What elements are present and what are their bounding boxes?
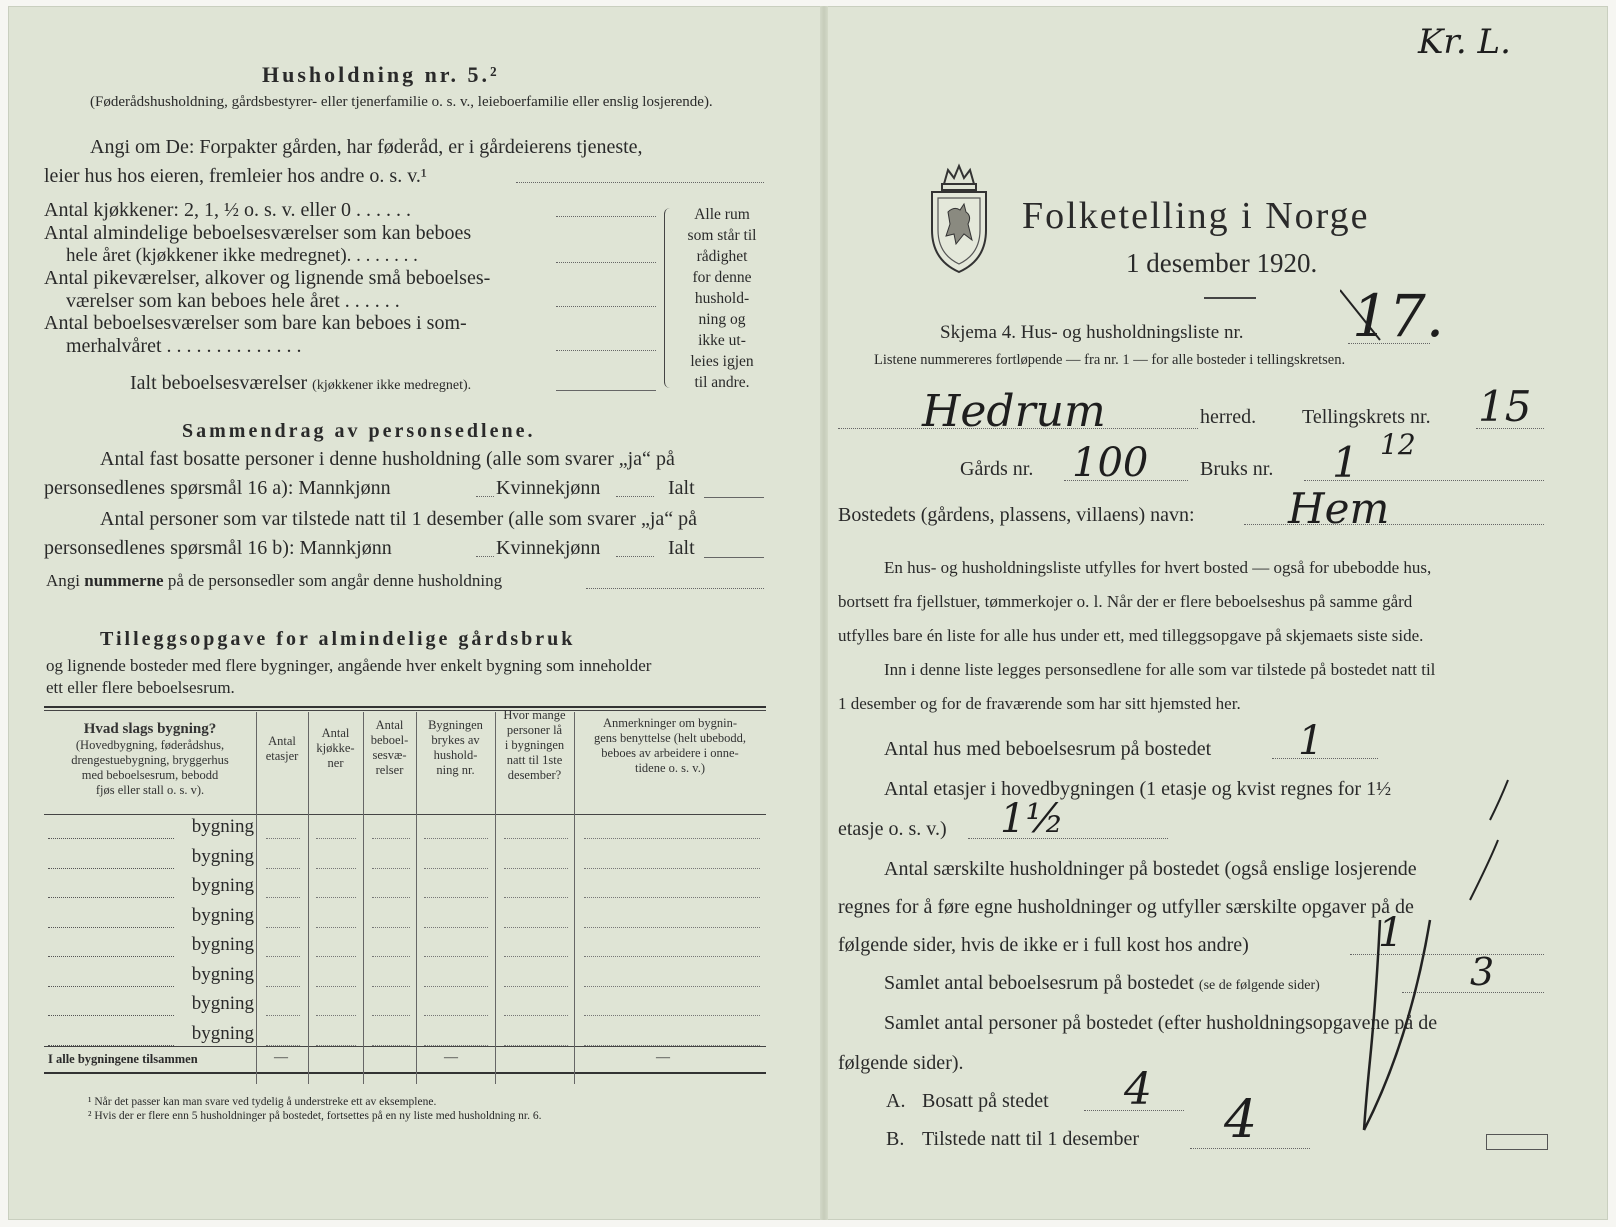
q-etasjer-value: 1½ (1000, 796, 1065, 842)
row-cell-line (316, 1015, 356, 1016)
rooms-line-5: Antal beboelsesværelser som bare kan beboes i som- (44, 312, 467, 334)
summary-2a: Antal personer som var tilstede natt til 1 desember (alle som svarer „ja“ på (100, 508, 698, 530)
col-building-header (44, 720, 256, 798)
row-cell-line (316, 986, 356, 987)
building-table (44, 706, 766, 1096)
b-text: Tilstede natt til 1 desember (922, 1128, 1140, 1150)
col-etasjer-line-0: Antal (268, 734, 296, 748)
total-dash-husholdning: — (444, 1050, 458, 1065)
row-cell-line (372, 986, 410, 987)
row-building-label: bygning (191, 904, 254, 926)
summary-1-ialt: Ialt (668, 477, 695, 499)
col-beboelse-line-0: Antal (375, 718, 404, 732)
row-cell-line (584, 868, 760, 869)
table-row (44, 875, 254, 903)
gards-label: Gårds nr. (960, 458, 1034, 480)
household-title: Husholdning nr. 5.² (262, 62, 500, 87)
total-rooms-label-b: (kjøkkener ikke medregnet). (312, 378, 472, 393)
row-cell-line (504, 838, 568, 839)
summary-2-mann-line (476, 556, 494, 557)
col-kjokkener-header (308, 726, 363, 771)
row-building-label: bygning (191, 816, 254, 837)
col-kjokkener-line-0: Antal (321, 726, 350, 740)
row-cell-line (584, 956, 760, 957)
rooms-line-3: Antal pikeværelser, alkover og lignende små beboelses- (44, 267, 491, 289)
row-cell-line (424, 868, 488, 869)
row-cell-line (504, 1015, 568, 1016)
q-hush-value: 1 (1378, 910, 1404, 956)
row-building-line (48, 838, 174, 839)
col-husholdning-line-0: Bygningen (428, 718, 483, 732)
row-building-label: bygning (191, 1022, 254, 1044)
col-building-sub (44, 738, 256, 798)
col-personer-line-3: natt til 1ste (506, 753, 563, 767)
instr-1: bortsett fra fjellstuer, tømmerkojer o. l. Når der er flere beboelseshus på samme gård (838, 592, 1413, 611)
row-cell-line (316, 956, 356, 957)
row-cell-line (504, 1045, 568, 1046)
krets-value: 15 (1478, 382, 1532, 431)
total-rooms-label-a: Ialt beboelsesværelser (130, 372, 308, 394)
q-rum-text: Samlet antal beboelsesrum på bostedet (884, 972, 1194, 994)
q-rum (884, 972, 1320, 995)
row-cell-line (504, 986, 568, 987)
q-hush-c: følgende sider, hvis de ikke er i full kost hos andre) (838, 934, 1249, 956)
row-building-label: bygning (191, 934, 254, 955)
row-cell-line (266, 868, 300, 869)
table-row (44, 816, 254, 844)
row-cell-line (504, 927, 568, 928)
table-top-rule-2 (44, 710, 766, 711)
bruks-label: Bruks nr. (1200, 458, 1274, 480)
bruks-value-2: 1 (1332, 438, 1359, 487)
row-cell-line (266, 897, 300, 898)
summary-2-kvinne: Kvinnekjønn (496, 537, 601, 559)
supplement-sub-2: ett eller flere beboelsesrum. (46, 678, 235, 697)
col-kjokkener-line-1: kjøkke- (316, 741, 355, 755)
col-building-sub-line-3: fjøs eller stall o. s. v). (95, 783, 205, 797)
q-pers-b: følgende sider). (838, 1052, 964, 1074)
herred-line (838, 428, 1198, 429)
rooms-answer-2 (556, 306, 656, 307)
q-etasjer-b: etasje o. s. v.) (838, 818, 947, 840)
q-rum-small: (se de følgende sider) (1198, 978, 1320, 993)
page-fold (820, 6, 828, 1220)
q-rum-value: 3 (1470, 950, 1495, 994)
q-pers-a: Samlet antal personer på bostedet (efter husholdningsopgavene på de (884, 1012, 1438, 1034)
col-personer-line-4: desember? (507, 768, 562, 782)
listene-note: Listene nummereres fortløpende — fra nr. 1 — for alle bosteder i tellingskretsen. (874, 352, 1346, 368)
col-kjokkener-line-2: ner (327, 756, 344, 770)
col-building-sub-line-1: drengestuebygning, bryggerhus (71, 753, 229, 767)
row-cell-line (584, 1015, 760, 1016)
row-cell-line (266, 986, 300, 987)
row-cell-line (584, 1045, 760, 1046)
rooms-line-0: Antal kjøkkener: 2, 1, ½ o. s. v. eller 0 . . . . . . (44, 199, 411, 221)
brace (664, 208, 673, 388)
row-cell-line (584, 838, 760, 839)
question-line-2: leier hus hos eieren, fremleier hos andre o. s. v.¹ (44, 165, 427, 187)
col-beboelse-line-3: relser (375, 763, 404, 777)
rooms-line-1: Antal almindelige beboelsesværelser som kan beboes (44, 222, 472, 244)
row-cell-line (424, 956, 488, 957)
col-building-sub-line-2: med beboelsesrum, bebodd (81, 768, 219, 782)
summary-1-kvinne: Kvinnekjønn (496, 477, 601, 499)
rooms-line-4: værelser som kan beboes hele året . . . . . . (66, 290, 400, 312)
col-husholdning-header (416, 718, 495, 778)
row-cell-line (372, 868, 410, 869)
row-cell-line (424, 986, 488, 987)
angi-answer-line (586, 588, 764, 589)
table-row (44, 934, 254, 962)
angi-b: nummerne (84, 571, 164, 590)
printer-stamp (1486, 1134, 1548, 1150)
col-etasjer-header (256, 734, 308, 764)
b-value: 4 (1224, 1090, 1258, 1150)
row-cell-line (584, 897, 760, 898)
row-cell-line (316, 1045, 356, 1046)
summary-1b: personsedlenes spørsmål 16 a): Mannkjønn (44, 477, 391, 499)
side-note-line-5: ning og (698, 311, 746, 328)
side-note-line-7: leies igjen (690, 353, 754, 370)
row-building-line (48, 1045, 174, 1046)
col-anmerkninger-line-1: gens benyttelse (helt ubebodd, (593, 731, 747, 745)
col-husholdning-line-2: hushold- (433, 748, 478, 762)
table-bottom-rule (44, 1072, 766, 1074)
q-hus-value: 1 (1298, 718, 1324, 764)
footnote-2: ² Hvis der er flere enn 5 husholdninger på bostedet, fortsettes på en ny liste med husholdning nr. 6. (88, 1110, 542, 1122)
row-cell-line (504, 868, 568, 869)
side-note (676, 204, 768, 393)
b-label: B. (886, 1128, 905, 1150)
row-building-line (48, 897, 174, 898)
row-cell-line (266, 1045, 300, 1046)
row-cell-line (424, 1045, 488, 1046)
row-building-label: bygning (191, 963, 254, 985)
table-row (44, 846, 254, 874)
question-answer-line (516, 182, 764, 183)
col-husholdning-line-3: ning nr. (436, 763, 475, 777)
total-rooms-label (130, 372, 471, 395)
a-label: A. (886, 1090, 906, 1112)
col-beboelse-header (363, 718, 416, 778)
row-cell-line (372, 1045, 410, 1046)
row-building-line (48, 956, 174, 957)
table-row (44, 964, 254, 992)
bosted-value: Hem (1288, 484, 1390, 533)
row-cell-line (316, 838, 356, 839)
supplement-sub-1: og lignende bosteder med flere bygninger, angående hver enkelt bygning som inneholder (46, 656, 652, 675)
row-cell-line (584, 986, 760, 987)
census-date: 1 desember 1920. (1126, 248, 1318, 278)
table-row (44, 905, 254, 933)
summary-1-mann-line (476, 496, 494, 497)
summary-2-ialt-line (704, 557, 764, 558)
row-building-line (48, 1015, 174, 1016)
table-top-rule (44, 706, 766, 708)
side-note-line-2: rådighet (696, 248, 748, 265)
angi-line (46, 571, 502, 591)
table-row (44, 993, 254, 1021)
summary-1-ialt-line (704, 497, 764, 498)
row-building-line (48, 868, 174, 869)
row-cell-line (316, 868, 356, 869)
coat-of-arms-icon (924, 160, 994, 278)
table-total-label: I alle bygningene tilsammen (48, 1052, 198, 1066)
summary-1-kvinne-line (616, 496, 654, 497)
rooms-line-2: hele året (kjøkkener ikke medregnet). . . . . . . . (66, 245, 418, 266)
row-cell-line (504, 897, 568, 898)
row-cell-line (424, 897, 488, 898)
col-personer-line-2: i bygningen (504, 738, 565, 752)
instr-2: utfylles bare én liste for alle hus under ett, med tilleggsopgave på skjemaets siste side. (838, 626, 1424, 645)
row-cell-line (266, 956, 300, 957)
row-cell-line (372, 1015, 410, 1016)
col-building-sub-line-0: (Hovedbygning, føderådshus, (75, 738, 225, 752)
instr-0: En hus- og husholdningsliste utfylles for hvert bosted — også for ubebodde hus, (884, 558, 1432, 577)
col-beboelse-line-2: sesvæ- (372, 748, 407, 762)
total-dash-anmerkninger: — (656, 1050, 670, 1065)
col-anmerkninger-line-0: Anmerkninger om bygnin- (602, 716, 737, 730)
side-note-line-6: ikke ut- (698, 332, 746, 349)
summary-1a: Antal fast bosatte personer i denne husholdning (alle som svarer „ja“ på (100, 448, 675, 470)
side-note-line-4: hushold- (694, 290, 750, 307)
title-divider (1204, 297, 1256, 299)
col-divider-1 (256, 712, 257, 1084)
summary-2-ialt: Ialt (668, 537, 695, 559)
rooms-answer-0 (556, 216, 656, 217)
col-personer-header (495, 708, 574, 783)
census-title: Folketelling i Norge (1022, 195, 1370, 237)
row-building-line (48, 927, 174, 928)
q-hush-a: Antal særskilte husholdninger på bostedet (også enslige losjerende (884, 858, 1417, 880)
handwritten-strokes (1340, 280, 1560, 1160)
household-subtitle: (Føderådshusholdning, gårdsbestyrer- eller tjenerfamilie o. s. v., leieboerfamilie eller enslig losjerende). (90, 94, 713, 110)
row-cell-line (266, 1015, 300, 1016)
row-cell-line (584, 927, 760, 928)
row-cell-line (424, 1015, 488, 1016)
col-anmerkninger-line-2: beboes av arbeidere i onne- (601, 746, 739, 760)
krets-label: Tellingskrets nr. (1302, 406, 1431, 428)
corner-initials: Kr. L. (1418, 22, 1511, 62)
col-etasjer-line-1: etasjer (265, 749, 299, 763)
col-building-title: Hvad slags bygning? (83, 721, 217, 737)
row-cell-line (372, 897, 410, 898)
schema-value: 17. (1352, 282, 1445, 350)
row-cell-line (372, 956, 410, 957)
row-cell-line (504, 956, 568, 957)
row-cell-line (372, 838, 410, 839)
q-etasjer-a: Antal etasjer i hovedbygningen (1 etasje og kvist regnes for 1½ (884, 778, 1392, 800)
row-cell-line (424, 927, 488, 928)
herred-label: herred. (1200, 406, 1257, 428)
side-note-line-0: Alle rum (694, 206, 750, 223)
side-note-line-1: som står til (687, 227, 757, 244)
col-personer-line-1: personer lå (506, 723, 563, 737)
rooms-answer-1 (556, 262, 656, 263)
summary-2-kvinne-line (616, 556, 654, 557)
bruks-value: 12 (1380, 428, 1416, 461)
total-rooms-answer (556, 390, 656, 391)
side-note-line-3: for denne (692, 269, 752, 286)
row-cell-line (316, 927, 356, 928)
side-note-line-8: til andre. (694, 374, 750, 391)
a-value: 4 (1124, 1064, 1152, 1115)
herred-value: Hedrum (922, 386, 1106, 437)
a-text: Bosatt på stedet (922, 1090, 1049, 1112)
col-beboelse-line-1: beboel- (370, 733, 409, 747)
table-header-rule (44, 814, 766, 815)
q-etasjer-line (968, 838, 1168, 839)
instr-4: 1 desember og for de fraværende som har sitt hjemsted her. (838, 694, 1241, 713)
row-cell-line (316, 897, 356, 898)
table-row (44, 1023, 254, 1051)
col-anmerkninger-header (574, 716, 766, 776)
row-cell-line (424, 838, 488, 839)
rooms-line-6: merhalvåret . . . . . . . . . . . . . . (66, 335, 302, 357)
angi-c: på de personsedler som angår denne husholdning (167, 571, 503, 590)
summary-2b: personsedlenes spørsmål 16 b): Mannkjønn (44, 537, 392, 559)
row-building-line (48, 986, 174, 987)
row-building-label: bygning (191, 993, 254, 1014)
q-hus: Antal hus med beboelsesrum på bostedet (884, 738, 1212, 760)
col-husholdning-line-1: brykes av (431, 733, 480, 747)
row-cell-line (266, 927, 300, 928)
supplement-title: Tilleggsopgave for almindelige gårdsbruk (100, 628, 576, 650)
angi-a: Angi (46, 571, 80, 590)
q-hush-b: regnes for å føre egne husholdninger og utfyller særskilte opgaver på de (838, 896, 1414, 918)
schema-label: Skjema 4. Hus- og husholdningsliste nr. (940, 322, 1244, 343)
col-anmerkninger-line-3: tidene o. s. v.) (634, 761, 705, 775)
instr-3: Inn i denne liste legges personsedlene for alle som var tilstede på bostedet natt til (884, 660, 1436, 679)
col-personer-line-0: Hvor mange (503, 708, 566, 722)
footnote-1: ¹ Når det passer kan man svare ved tydelig å understreke ett av eksemplene. (88, 1096, 437, 1108)
row-cell-line (372, 927, 410, 928)
row-building-label: bygning (191, 875, 254, 896)
rooms-answer-3 (556, 350, 656, 351)
gards-value: 100 (1072, 440, 1149, 486)
question-line-1: Angi om De: Forpakter gården, har føderåd, er i gårdeierens tjeneste, (90, 136, 643, 158)
row-cell-line (266, 838, 300, 839)
row-building-label: bygning (191, 845, 254, 867)
bosted-label: Bostedets (gårdens, plassens, villaens) navn: (838, 504, 1195, 526)
summary-title: Sammendrag av personsedlene. (182, 420, 536, 442)
total-dash-etasjer: — (274, 1050, 288, 1065)
